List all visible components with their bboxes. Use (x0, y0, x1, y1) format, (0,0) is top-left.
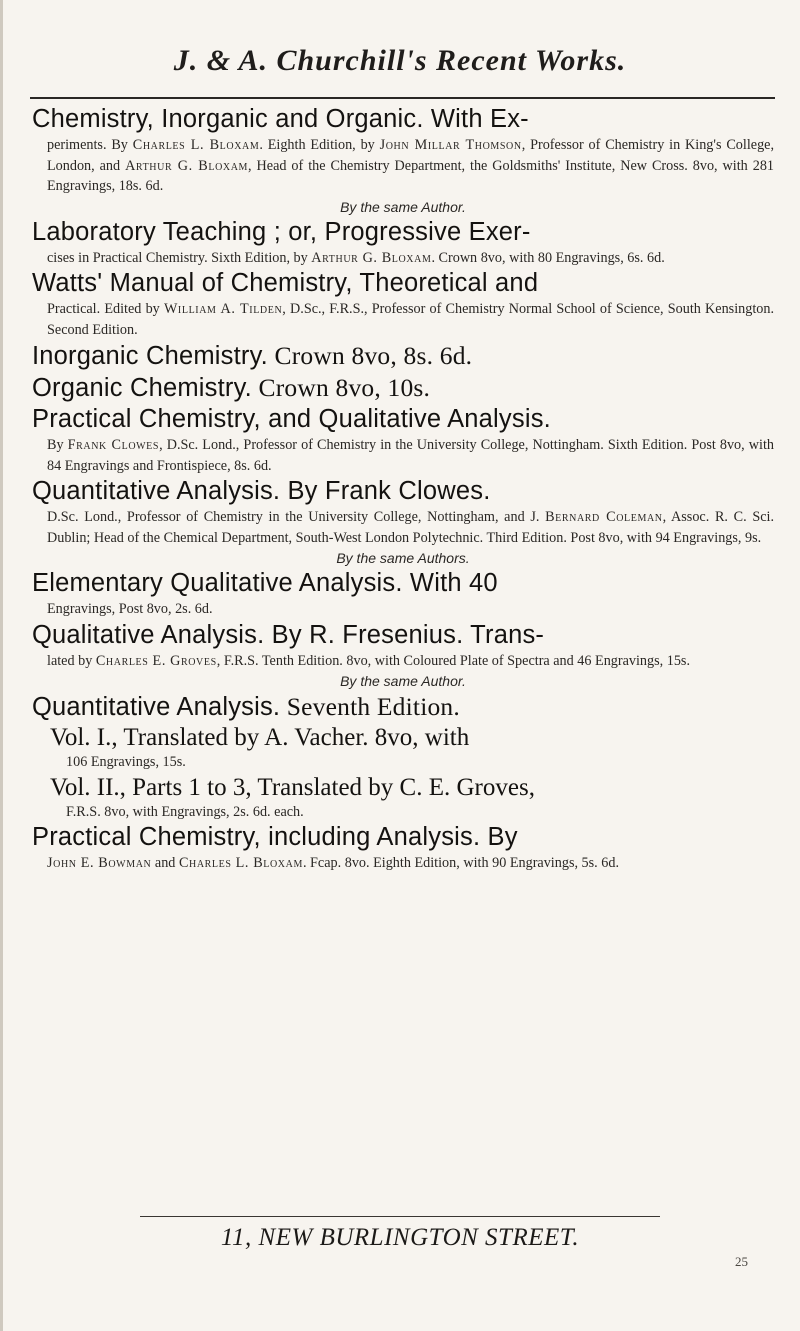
entry-organic-chemistry (32, 372, 774, 404)
page-header: J. & A. Churchill's Recent Works. (173, 44, 627, 77)
entry-title: Chemistry, Inorganic and Organic. With Ex- (32, 105, 529, 133)
entry-title: Organic Chemistry. Crown 8vo, 10s. (32, 373, 431, 402)
entry-body: John E. Bowman and Charles L. Bloxam. Fcap. 8vo. Eighth Edition, with 90 Engravings, 5s. 6d. (47, 855, 619, 871)
entry-elementary-qualitative (32, 568, 774, 620)
entry-quantitative-analysis-clowes (32, 476, 774, 568)
catalogue-entries (32, 104, 774, 874)
volume-two-body: F.R.S. 8vo, with Engravings, 2s. 6d. each. (66, 803, 304, 820)
entry-note: By the same Authors. (336, 550, 470, 566)
entry-practical-chemistry-analysis (32, 822, 774, 874)
entry-laboratory-teaching (32, 217, 774, 269)
footer-rule (140, 1216, 660, 1217)
entry-body: lated by Charles E. Groves, F.R.S. Tenth Edition. 8vo, with Coloured Plate of Spectra and 46 Engravings, 15s. (47, 652, 690, 669)
entry-title: Quantitative Analysis. Seventh Edition. (32, 692, 460, 721)
volume-one-body: 106 Engravings, 15s. (66, 754, 186, 770)
volume-one-heading: Vol. I., Translated by A. Vacher. 8vo, with (50, 724, 470, 751)
entry-title: Laboratory Teaching ; or, Progressive Exer- (32, 217, 531, 246)
page-number: 25 (735, 1254, 748, 1269)
entry-body: D.Sc. Lond., Professor of Chemistry in the University College, Nottingham, and J. Bernard Coleman, Assoc. R. C. Sci. Dublin; Head of the Chemical Department, South-West London Polytechnic. Third Edition. Post 8vo, with 94 Engravings, 9s. (47, 509, 775, 546)
entry-quantitative-fresenius (32, 691, 774, 822)
entry-body: By Frank Clowes, D.Sc. Lond., Professor of Chemistry in the University College, Nottingham. Sixth Edition. Post 8vo, with 84 Engravings and Frontispiece, 8s. 6d. (47, 437, 774, 474)
entry-title: Practical Chemistry, including Analysis. By (32, 823, 518, 851)
entry-title: Practical Chemistry, and Qualitative Analysis. (32, 405, 551, 433)
volume-two-heading: Vol. II., Parts 1 to 3, Translated by C. E. Groves, (50, 773, 535, 801)
publisher-address: 11, NEW BURLINGTON STREET. (220, 1224, 580, 1251)
header-rule (30, 97, 775, 99)
entry-title: Watts' Manual of Chemistry, Theoretical and (32, 269, 539, 297)
entry-body: cises in Practical Chemistry. Sixth Edition, by Arthur G. Bloxam. Crown 8vo, with 80 Engravings, 6s. 6d. (47, 249, 665, 266)
entry-qualitative-fresenius (32, 620, 774, 692)
entry-title: Elementary Qualitative Analysis. With 40 (32, 569, 498, 597)
entry-title: Qualitative Analysis. By R. Fresenius. Trans- (32, 620, 545, 649)
entry-practical-chemistry-qualitative (32, 404, 774, 476)
entry-title: Inorganic Chemistry. Crown 8vo, 8s. 6d. (32, 341, 473, 370)
entry-note: By the same Author. (340, 673, 466, 689)
entry-inorganic-chemistry (32, 340, 774, 372)
entry-watts-manual (32, 268, 774, 340)
entry-chemistry-inorganic-organic (32, 104, 774, 217)
entry-body: Practical. Edited by William A. Tilden, D.Sc., F.R.S., Professor of Chemistry Normal School of Science, South Kensington. Second Edition. (47, 301, 774, 338)
page-edge (0, 0, 3, 1331)
entry-title: Quantitative Analysis. By Frank Clowes. (32, 477, 491, 505)
entry-body: periments. By Charles L. Bloxam. Eighth Edition, by John Millar Thomson, Professor of Chemistry in King's College, London, and Arthur G. Bloxam, Head of the Chemistry Department, the Goldsmiths' Institute, New Cross. 8vo, with 281 Engravings, 18s. 6d. (47, 137, 775, 194)
entry-body: Engravings, Post 8vo, 2s. 6d. (47, 601, 213, 617)
entry-note: By the same Author. (340, 198, 466, 215)
